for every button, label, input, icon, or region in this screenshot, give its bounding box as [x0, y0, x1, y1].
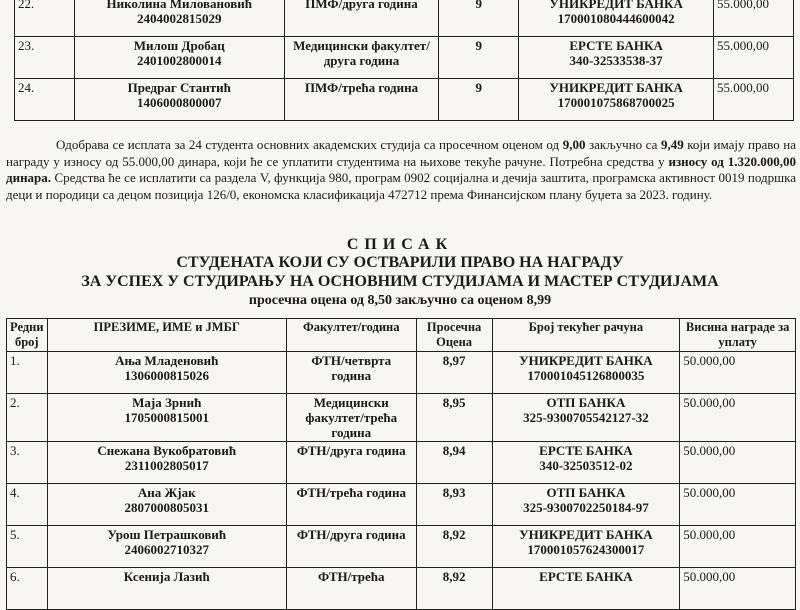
student-name: Милош Дробац 2401002800014: [74, 37, 284, 79]
student-name: Урош Петрашковић 2406002710327: [47, 526, 286, 568]
table-row: [7, 352, 796, 394]
col-header-name: ПРЕЗИМЕ, ИМЕ и ЈМБГ: [47, 319, 286, 352]
student-name: Николина Миловановић 2404002815029: [74, 0, 284, 37]
faculty-year: Медицински факултет/друга година: [284, 37, 439, 79]
table-row: [7, 526, 796, 568]
faculty-year: ФТН/четврта година: [286, 352, 416, 394]
faculty-year: ФТН/трећа: [286, 568, 416, 610]
faculty-year: ФТН/друга година: [286, 442, 416, 484]
table-row: [15, 79, 794, 121]
average-grade: 8,92: [416, 526, 492, 568]
table-row: [7, 568, 796, 610]
student-name: Маја Зрнић 1705000815001: [47, 394, 286, 442]
average-grade: 8,94: [416, 442, 492, 484]
bank-account: ОТП БАНКА 325-9300705542127-32: [492, 394, 680, 442]
average-grade: 8,95: [416, 394, 492, 442]
table-row: [15, 37, 794, 79]
average-grade: 8,97: [416, 352, 492, 394]
award-amount: 50.000,00: [680, 442, 796, 484]
faculty-year: ФТН/трећа година: [286, 484, 416, 526]
bank-account: УНИКРЕДИТ БАНКА 170001080444600042: [519, 0, 714, 37]
student-name: Предраг Стантић 1406000800007: [74, 79, 284, 121]
row-number: 2.: [7, 394, 48, 442]
row-number: 22.: [15, 0, 75, 37]
faculty-year: ПМФ/трећа година: [284, 79, 439, 121]
average-grade: 9: [439, 37, 519, 79]
bank-account: УНИКРЕДИТ БАНКА 170001045126800035: [492, 352, 680, 394]
table-row: [7, 394, 796, 442]
bank-account: ЕРСТЕ БАНКА 340-32533538-37: [519, 37, 714, 79]
previous-list-table: [14, 0, 794, 121]
list-subtitle-2: ЗА УСПЕХ У СТУДИРАЊУ НА ОСНОВНИМ СТУДИЈАМА И МАСТЕР СТУДИЈАМА: [81, 273, 719, 290]
award-amount: 50.000,00: [680, 352, 796, 394]
row-number: 1.: [7, 352, 48, 394]
award-amount: 55.000,00: [714, 37, 794, 79]
award-amount: 50.000,00: [680, 394, 796, 442]
faculty-year: ФТН/друга година: [286, 526, 416, 568]
table-header-row: [7, 319, 796, 352]
award-amount: 50.000,00: [680, 526, 796, 568]
payment-approval-paragraph: Одобрава се исплата за 24 студента основних академских студија са просечном оценом од 9,00 закључно са 9,49 који имају право на награду у износу од 55.000,00 динара, који ће се уплатити студентима на њихове текуће рачуне. Потребна средства у износу од 1.320.000,00 динара. Средства ће се исплатити са раздела V, функција 980, програм 0902 социјална и дечија заштита, програмска активност 0019 подршка деци и породици са децом позиција 126/0, економска класификација 472712 према Финансијском плану буџета за 2023. годину.: [6, 137, 797, 202]
bank-account: ЕРСТЕ БАНКА 340-32503512-02: [492, 442, 680, 484]
row-number: 4.: [7, 484, 48, 526]
award-amount: 55.000,00: [714, 0, 794, 37]
table-row: [15, 0, 794, 37]
col-header-faculty: Факултет/година: [286, 319, 416, 352]
list-title: СПИСАК: [346, 236, 454, 253]
row-number: 24.: [15, 79, 75, 121]
col-header-amount: Висина награде за уплату: [680, 319, 796, 352]
student-name: Снежана Вукобратовић 2311002805017: [47, 442, 286, 484]
col-header-account: Број текућег рачуна: [492, 319, 680, 352]
table-row: [7, 442, 796, 484]
col-header-grade: Просечна Оцена: [416, 319, 492, 352]
average-grade: 8,93: [416, 484, 492, 526]
table-row: [7, 484, 796, 526]
row-number: 5.: [7, 526, 48, 568]
student-name: Ксенија Лазић: [47, 568, 286, 610]
average-grade: 9: [439, 0, 519, 37]
bank-account: ЕРСТЕ БАНКА: [492, 568, 680, 610]
student-name: Ана Жјак 2807000805031: [47, 484, 286, 526]
row-number: 23.: [15, 37, 75, 79]
bank-account: ОТП БАНКА 325-9300702250184-97: [492, 484, 680, 526]
student-name: Ања Младеновић 1306000815026: [47, 352, 286, 394]
award-recipients-table: [6, 318, 796, 610]
faculty-year: ПМФ/друга година: [284, 0, 439, 37]
row-number: 3.: [7, 442, 48, 484]
award-amount: 50.000,00: [680, 484, 796, 526]
bank-account: УНИКРЕДИТ БАНКА 170001057624300017: [492, 526, 680, 568]
faculty-year: Медицински факултет/трећа година: [286, 394, 416, 442]
row-number: 6.: [7, 568, 48, 610]
list-subtitle-1: СТУДЕНАТА КОЈИ СУ ОСТВАРИЛИ ПРАВО НА НАГРАДУ: [176, 254, 624, 271]
grade-range-caption: просечна оцена од 8,50 закључно са оценом 8,99: [248, 293, 552, 308]
bank-account: УНИКРЕДИТ БАНКА 170001075868700025: [519, 79, 714, 121]
col-header-no: Редни број: [7, 319, 48, 352]
average-grade: 8,92: [416, 568, 492, 610]
award-amount: 50.000,00: [680, 568, 796, 610]
award-amount: 55.000,00: [714, 79, 794, 121]
average-grade: 9: [439, 79, 519, 121]
